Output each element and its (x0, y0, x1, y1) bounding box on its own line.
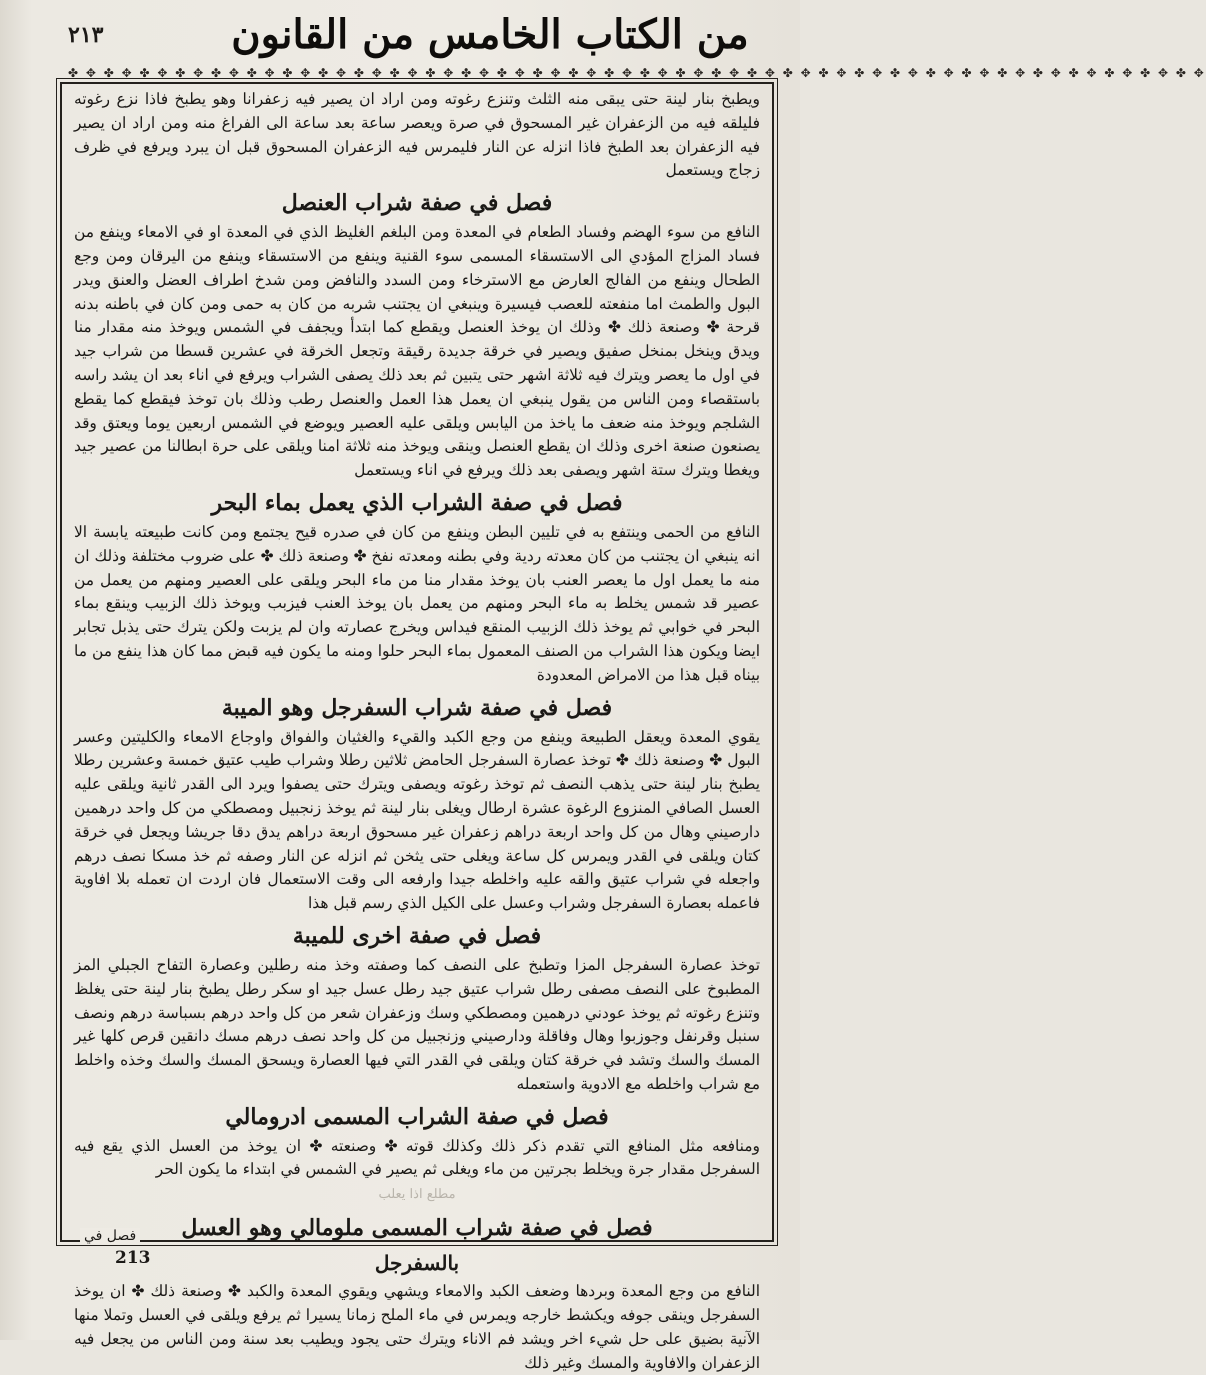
footer-page-number: 213 (115, 1248, 151, 1268)
section-heading-melomeli: فصل في صفة شراب المسمى ملومالي وهو العسل (181, 1215, 653, 1242)
intro-paragraph: ويطبخ بنار لينة حتى يبقى منه الثلث وتنزع رغوته ومن اراد ان يصير فيه زعفرانا وهو يطبخ فاذا نزع رغوته فليلقه فيه من الزعفران غير المسحوق في صرة ويعصر ساعة بعد ساعة الى الفراغ منه ومن اراد ان يصير فيه الزعفران بعد الطبخ فاذا انزله عن النار فليمرس فيه الزعفران المسحوق قبل ان يبرد ويرفع في ظرف زجاج ويستعمل (74, 90, 760, 180)
catchword: فصل في (80, 1228, 140, 1244)
section-text-ansal: النافع من سوء الهضم وفساد الطعام في المعدة ومن البلغم الغليظ الذي في المعدة او في الامعاء وينفع من فساد المزاج المؤدي الى الاستسقاء المسمى سوء القنية وينفع من الاستسقاء وينفع من اليرقان ومن وجع الطحال وينفع من الفالج العارض مع الاسترخاء ومن السدد والنافض ومن شدخ اطراف العضل والعنق ويدر البول والطمث اما منفعته للعصب فيسيرة وينبغي ان يجتنب شربه من كان به حمى ومن كان في باطنه بدنه قرحة ✤ وصنعة ذلك ✤ وذلك ان يوخذ العنصل ويقطع كما ابتدأ ويجفف في الشمس ويوخذ منه مقدار منا ويدق وينخل بمنخل صفيق ويصير في خرقة جديدة رقيقة وتجعل الخرقة في عشرين قسطا من شراب جيد في اول ما يعصر ويترك فيه ثلاثة اشهر حتى يتبين ثم بعد ذلك يصفى الشراب ويرفع في اناء بعد ان يشد راسه باستقصاء ومن الناس من يقول ينبغي ان يعمل هذا العمل والعنصل رطب وذلك بان توخذ فيقطع كما يقطع الشلجم ويوخذ منه ضعف ما ياخذ من اليابس ويلقى عليه العصير ويوضع في الشمس اربعين يوما ويعتق وقد يصنعون صنعة اخرى وذلك ان يقطع العنصل وينقى ويوخذ منه ثلاثة امنا ويلقى على حرة ابطالنا من عصير جيد ويغطا ويترك ستة اشهر ويصفى بعد ذلك ويرفع في اناء ويستعمل (74, 223, 760, 480)
ornament-rule: ✤ ✥ ✤ ✥ ✤ ✥ ✤ ✥ ✤ ✥ ✤ ✥ ✤ ✥ ✤ ✥ ✤ ✥ ✤ ✥ ✤ ✥ ✤ ✥ ✤ ✥ ✤ ✥ ✤ ✥ ✤ ✥ ✤ ✥ ✤ ✥ ✤ ✥ ✤ ✥ ✤ ✥ ✤ ✥ ✤ ✥ ✤ ✥ ✤ ✥ ✤ ✥ ✤ ✥ ✤ ✥ ✤ ✥ ✤ ✥ ✤ ✥ ✤ ✥ (68, 66, 1206, 80)
section-text-maybah: توخذ عصارة السفرجل المزا وتطبخ على النصف كما وصفته وخذ منه رطلين وعصارة التفاح الجبلي المز المطبوخ على النصف مصفى رطل شراب عتيق جيد رطل عسل جيد او سكر رطل يطبخ بنار لينة حتى يغلظ وتنزع رغوته ثم يوخذ عودني درهمين ومصطكي وسك وزعفران شعر من كل واحد درهم بسباسة درهم ونصف سنبل وقرنفل وجوزبوا وهال وفاقلة ودارصيني وزنجبيل من كل واحد نصف درهم مسك دانقين قرص كلها غير المسك والسك وتشد في خرقة كتان ويلقى في القدر التي فيها العصارة ويسحق المسك والسك وخذه واخلط مع شراب واخلطه مع الادوية واستعمله (74, 955, 760, 1093)
section-text-melomeli: النافع من وجع المعدة وبردها وضعف الكبد والامعاء ويشهي ويقوي المعدة والكبد ✤ وصنعة ذلك ✤ ان يوخذ السفرجل وينقى جوفه ويكشط خارجه ويمرس في ماء الملح زمانا يسيرا ثم يرفع ويلقى في العسل وتملا منها الآنية بضيق على حل شيء اخر ويشد فم الاناء ويترك حتى يجود ويطيب بعد سنة ومن الناس من يجعل فيه الزعفران والافاوية والمسك وغير ذلك (74, 1282, 760, 1372)
bleed-through-text: مطلع اذا يعلب (378, 1187, 456, 1203)
top-page-number: ٢١٣ (68, 22, 104, 48)
section-heading-quince-drink: فصل في صفة شراب السفرجل وهو الميبة (221, 694, 613, 721)
section-heading-maybah: فصل في صفة اخرى للميبة (292, 922, 542, 949)
body-text (62, 84, 772, 1375)
section-heading-sea-water: فصل في صفة الشراب الذي يعمل بماء البحر (211, 489, 623, 516)
section-text-hydromel: ومنافعه مثل المنافع التي تقدم ذكر ذلك وكذلك قوته ✤ وصنعته ✤ ان يوخذ من العسل الذي يقع فيه السفرجل مقدار جرة ويخلط بجرتين من ماء ويغلى ثم يصير في الشمس في ابتداء ما يكون الحر (74, 1136, 760, 1179)
section-text-quince-drink: يقوي المعدة ويعقل الطبيعة وينفع من وجع الكبد والقيء والغثيان والفواق واوجاع الامعاء والكليتين وعسر البول ✤ وصنعة ذلك ✤ توخذ عصارة السفرجل الحامض ثلاثين رطلا وشراب طيب عتيق خمسة وعشرين رطلا يطبخ بنار لينة حتى يذهب النصف ثم توخذ رغوته ويصفى ويترك حتى يصفوا ويرد الى القدر ثانية ويلقى عليه العسل الصافي المنزوع الرغوة عشرة ارطال ويغلى بنار لينة ثم يوخذ زنجبيل ومصطكي من كل واحد درهمين دارصيني وهال من كل واحد اربعة دراهم زعفران غير مسحوق اربعة دراهم يدق دقا جريشا ويجعل في خرقة كتان ويلقى في القدر ويمرس كل ساعة ويغلى حتى يثخن ثم انزله عن النار وصفه ثم خذ مسكا نصف درهم واجعله في شراب عتيق والقه عليه واخلطه جيدا وارفعه الى وقت الاستعمال فان اردت ان تعمله بلا افاوية فاعمله بعصارة السفرجل وشراب وعسل على الكيل الذي رسم قبل هذا (74, 727, 760, 913)
section-subheading-melomeli: بالسفرجل (374, 1251, 460, 1276)
running-title: من الكتاب الخامس من القانون (231, 11, 749, 58)
section-heading-hydromel: فصل في صفة الشراب المسمى ادرومالي (225, 1103, 609, 1130)
section-heading-ansal: فصل في صفة شراب العنصل (281, 190, 553, 217)
section-text-sea-water: النافع من الحمى وينتفع به في تليين البطن وينفع من كان في صدره قيح يجتمع ومن كانت طبيعته يابسة الا انه ينبغي ان يجتنب من كان معدته ردية وفي بطنه ومعدته نفخ ✤ وصنعة ذلك ✤ على ضروب مختلفة وذلك ان منه ما يعمل اول ما يعصر العنب بان يوخذ مقدار منا من ماء البحر ويلقى على العصير ومنهم من يعمل من عصير قد شمس يخلط به ماء البحر ومنهم من يعمل بان يوخذ العنب فيزبب ويوخذ ذلك الزبيب وينقع بماء البحر في خوابي ثم يوخذ ذلك الزبيب المنقع فيداس ويخرج عصارته وان لم يزبت ولكن يترك حتى يذبل تجابر ايضا ويكون هذا الشراب من الصنف المعمول بماء البحر حلوا ومنه ما يكون فيه قبض مما كان هذا ينفع من ما بيناه قبل هذا من الامراض المعدودة (74, 522, 760, 684)
